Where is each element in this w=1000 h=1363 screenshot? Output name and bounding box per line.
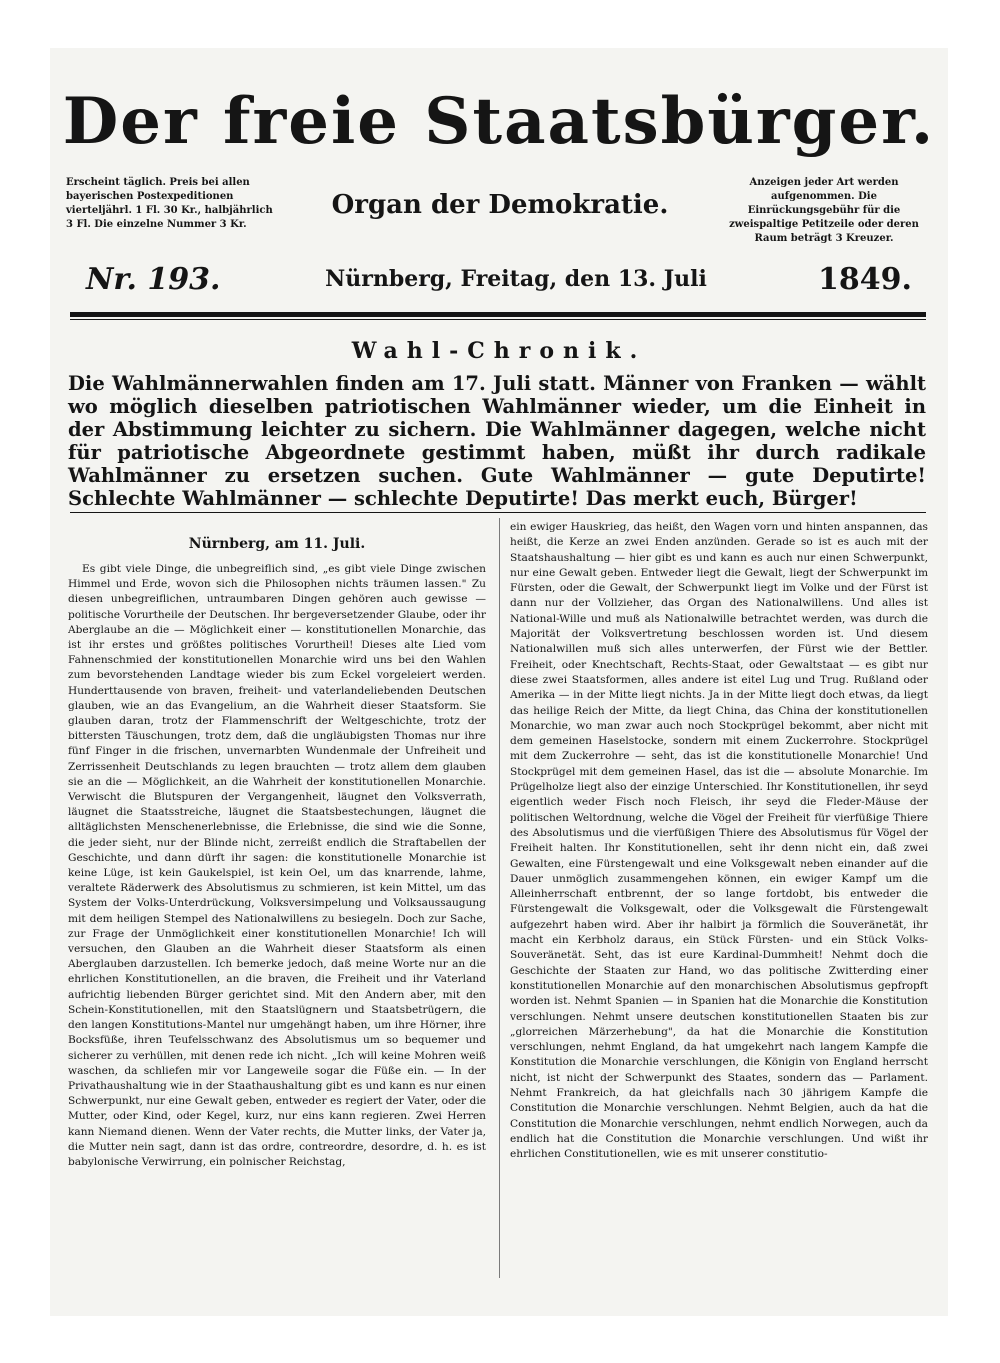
newspaper-page [50,48,948,1316]
issue-year: 1849. [818,262,912,297]
column-rule [70,512,926,513]
advertising-info: Anzeigen jeder Art werden aufgenommen. Die Einrückungsgebühr für die zweispaltige Petitzeile oder deren Raum beträgt 3 Kreuzer. [729,177,919,244]
header-rule-thin [70,319,926,320]
article-text-right: ein ewiger Hauskrieg, das heißt, den Wagen vorn und hinten anspannen, das heißt, die Kerze an zwei Enden anzünden. Gerade so ist es auch mit der Staatshaushaltung — hier gibt es und kann es auch nur einen Schwerpunkt, nur eine Gewalt geben. Entweder liegt die Gewalt, liegt der Schwerpunkt im Fürsten, oder die Gewalt, der Schwerpunkt liegt im Volke und der Fürst ist dann nur der Vollzieher, das Organ des Nationalwillens. Und alles ist National-Wille und muß als Nationalwille betrachtet werden, was durch die Majorität der Volksvertretung beschlossen worden ist. Und diesem Nationalwillen muß sich alles unterwerfen, der Fürst wie der Bettler. Freiheit, oder Knechtschaft, Rechts-Staat, oder Gewaltstaat — es gibt nur diese zwei Staatsformen, alles andere ist eitel Lug und Trug. Rußland oder Amerika — in der Mitte liegt nichts. Ja in der Mitte liegt doch etwas, da liegt das heilige Reich der Mitte, da liegt China, das China der konstitutionellen Monarchie, wo man zwar auch noch Stockprügel bekommt, aber nicht mit dem gemeinen Haselstocke, sondern mit einem Zuckerrohre. Stockprügel mit dem Zuckerrohre — seht, das ist die konstitutionelle Monarchie! Und Stockprügel mit dem gemeinen Hasel, das ist die — absolute Monarchie. Im Prügelholze liegt also der einzige Unterschied. Ihr Konstitutionellen, ihr seyd eigentlich weder Fisch noch Fleisch, ihr seyd die Fleder-Mäuse der politischen Weltordnung, welche die Vögel der Freiheit für vierfüßige Thiere des Absolutismus und die vierfüßigen Thiere des Absolutismus für Vögel der Freiheit halten. Ihr Konstitutionellen, seht ihr denn nicht ein, daß zwei Gewalten, eine Fürstengewalt und eine Volksgewalt neben einander auf die Dauer unmöglich zusammengehen können, ein ewiger Kampf um die Alleinherrschaft entbrennt, der so lange fortdobt, bis entweder die Fürstengewalt die Volksgewalt, oder die Volksgewalt die Fürstengewalt aufgezehrt haben wird. Aber ihr halbirt ja förmlich die Souveränetät, ihr macht ein Kerbholz daraus, ein Stück Fürsten- und ein Stück Volks-Souveränetät. Seht, das ist eure Kardinal-Dummheit! Nehmt doch die Geschichte der Staaten zur Hand, wo das politische Zwitterding einer konstitutionellen Monarchie auf den monarchischen Absolutismus gepfropft worden ist. Nehmt Spanien — in Spanien hat die Monarchie die Konstitution verschlungen. Nehmt unsere deutschen konstitutionellen Staaten bis zur „glorreichen Märzerhebung", da hat die Monarchie die Konstitution verschlungen, nehmt England, da hat umgekehrt nach langem Kampfe die Konstitution die Monarchie verschlungen, die Königin von England herrscht nicht, ist nicht der Schwerpunkt des Staates, sondern das — Parlament. Nehmt Frankreich, da hat gleichfalls nach 30 jährigem Kampfe die Constitution die Monarchie verschlungen. Nehmt Belgien, auch da hat die Constitution die Monarchie verschlungen, nehmt endlich Norwegen, auch da endlich hat die Constitution die Monarchie verschlungen. Und wißt ihr ehrlichen Constitutionellen, wie es mit unserer constitutio- [510,521,928,1161]
subscription-info: Erscheint täglich. Preis bei allen bayerischen Postexpeditionen vierteljährl. 1 Fl. 30 Kr., halbjährlich 3 Fl. Die einzelne Nummer 3 Kr. [66,177,273,230]
section-title: Wahl-Chronik. [351,338,647,364]
place-and-date: Nürnberg, Freitag, den 13. Juli [325,266,707,292]
issue-number: Nr. 193. [86,262,221,297]
masthead-title: Der freie Staatsbürger. [62,84,936,159]
article-column-left [68,532,486,1302]
article-heading: Nürnberg, am 11. Juli. [188,536,366,552]
column-divider [499,518,500,1278]
lead-paragraph: Die Wahlmännerwahlen finden am 17. Juli statt. Männer von Franken — wählt wo möglich dieselben patriotischen Wahlmänner wieder, um die Einheit in der Abstimmung leichter zu sichern. Die Wahlmänner dagegen, welche nicht für patriotische Abgeordnete gestimmt haben, müßt ihr durch radikale Wahlmänner zu ersetzen suchen. Gute Wahlmänner — gute Deputirte! Schlechte Wahlmänner — schlechte Deputirte! Das merkt euch, Bürger! [68,372,926,510]
header-rule-thick [70,312,926,317]
article-text-left: Es gibt viele Dinge, die unbegreiflich sind, „es gibt viele Dinge zwischen Himmel und Erde, wovon sich die Philosophen nichts träumen lassen." Zu diesen unbegreiflichen, untraumbaren Dingen gehören auch gewisse — politische Vorurtheile der Deutschen. Ihr bergeversetzender Glaube, oder ihr Aberglaube an die — Möglichkeit einer — konstitutionellen Monarchie, das ist ihr erstes und größtes politisches Vorurtheil! Dieses alte Lied vom Fahnenschmied der konstitutionellen Monarchie wird uns bei den Wahlen zum bevorstehenden Landtage wieder bis zum Eckel vorgeleiert werden. Hunderttausende von braven, freiheit- und vaterlandeliebenden Deutschen glauben, wie an das Evangelium, an die Wahrheit dieser Staatsform. Sie glauben daran, trotz der Flammenschrift der Weltgeschichte, trotz der bittersten Täuschungen, trotz dem, daß die ungläubigsten Thomas nur ihre fünf Finger in die frischen, unvernarbten Wundenmale der Unfreiheit und Zerrissenheit Deutschlands zu legen brauchten — trotz allem dem glauben sie an die — Möglichkeit, an die Wahrheit der konstitutionellen Monarchie. Verwischt die Blutspuren der Vergangenheit, läugnet den Volksverrath, läugnet die Staatsstreiche, läugnet die Staatsbestechungen, läugnet die alltäglichsten Menschenerlebnisse, die Erlebnisse, die sind wie die Sonne, die jeder sieht, nur der Blinde nicht, zerreißt endlich die Straftabellen der Geschichte, und dann dürft ihr sagen: die konstitutionelle Monarchie ist keine Lüge, ist kein Gaukelspiel, ist kein Oel, um das knarrende, lahme, veraltete Räderwerk des Absolutismus zu schmieren, ist kein Mittel, um das System der Volks-Unterdrückung, Volksversimpelung und Volksaussaugung mit dem heiligen Stempel des Nationalwillens zu besiegeln. Doch zur Sache, zur Frage der Unmöglichkeit einer konstitutionellen Monarchie! Ich will versuchen, den Glauben an die Wahrheit dieser Staatsform als einen Aberglauben darzustellen. Ich bemerke jedoch, daß meine Worte nur an die ehrlichen Konstitutionellen, an die braven, die Freiheit und ihr Vaterland aufrichtig liebenden Bürger gerichtet sind. Mit den Andern aber, mit den Schein-Konstitutionellen, mit den Staatslügnern und Staatsbetrügern, die den langen Konstitutions-Mantel nur umgehängt haben, um ihre Hörner, ihre Bocksfüße, ihren Teufelsschwanz des Absolutismus um so bequemer und sicherer zu verhüllen, mit denen rede ich nicht. „Ich will keine Mohren weiß waschen, da schliefen mir vor Langeweile sogar die Füße ein. — In der Privathaushaltung wie in der Staathaushaltung gibt es und kann es nur einen Schwerpunkt, nur eine Gewalt geben, entweder es regiert der Vater, oder die Mutter, oder Kind, oder Kegel, kurz, nur eins kann regieren. Zwei Herren kann Niemand dienen. Wenn der Vater rechts, die Mutter links, der Vater ja, die Mutter nein sagt, dann ist das ordre, contreordre, desordre, d. h. es ist babylonische Verwirrung, ein polnischer Reichstag, [68,563,486,1168]
dateline [86,262,912,302]
article-column-right [510,520,928,1302]
masthead-subtitle: Organ der Demokratie. [331,190,669,220]
